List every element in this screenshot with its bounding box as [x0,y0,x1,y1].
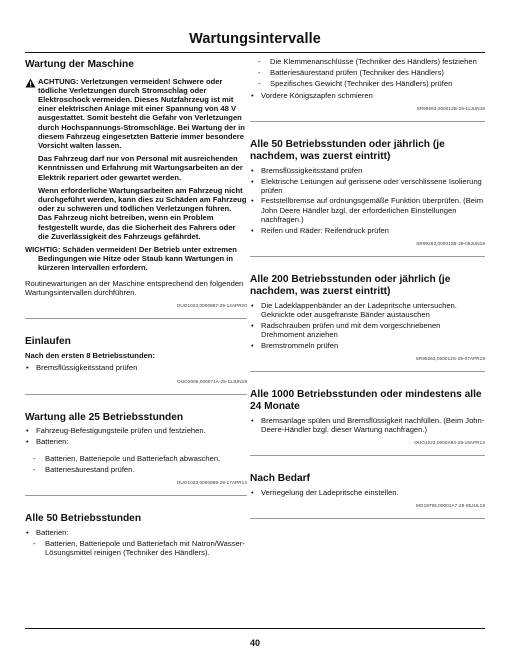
h50y-list [250,166,485,235]
divider [250,371,485,372]
left-column [25,56,247,559]
sub-list-item: - Die Klemmenanschlüsse (Techniker des Händlers) festziehen [250,57,485,66]
ref-code: MG19795,00001A7-29-05JUL19 [415,502,485,508]
ref-code: SR99263,000012S-29-07APR19 [415,355,485,361]
list-item: • Bremsflüssigkeitsstand prüfen [250,166,485,175]
title-rule [25,52,485,53]
divider [250,121,485,122]
h1000-list [250,416,485,434]
ref-code: OUO1023,0000987-29-14APR20 [176,302,247,308]
list-item: • Feststellbremse auf ordnungsgemäße Funktion überprüfen. (Beim John Deere Händler bzgl. der erforderlichen Einstellungen nachfragen.) [250,196,485,224]
breakin-list [25,363,247,372]
h50-list [25,528,247,537]
warning-text-2: Das Fahrzeug darf nur von Personal mit ausreichenden Kenntnissen und Erfahrung mit Wartungsarbeiten an der Elektrik repariert oder gewartet werden. [38,154,243,182]
divider [250,256,485,257]
h25-sublist [25,454,247,474]
divider [25,394,247,395]
list-item: • Bremstrommeln prüfen [250,341,485,350]
sub-list-item: - Batterien, Batteriepole und Batteriefach mit Natron/Wasser-Lösungsmittel reinigen (Techniker des Händlers). [25,539,247,557]
h1000-heading: Alle 1000 Betriebsstunden oder mindestens alle 24 Monate [250,388,482,413]
warning-text-1: ACHTUNG: Verletzungen vermeiden! Schwere oder tödliche Verletzungen durch Stromschlag oder Elektroschock vermeiden. Dieses Nutzfahrzeug ist mit einer elektrischen Anlage mit einer Spannung von 48 V ausgestattet. Somit besteht die Gefahr von Verletzungen durch Hochspannungs-Stromschläge. Bei Wartung der in diesem Fahrzeug eingesetzten Batterie immer besondere Vorsicht walten lassen. [38,76,245,150]
asneeded-list [250,488,485,497]
list-item: • Die Ladeklappenbänder an der Ladepritsche untersuchen. Geknickte oder ausgefranste Bänder austauschen [250,301,485,319]
h50y-heading: Alle 50 Betriebsstunden oder jährlich (je nachdem, was zuerst eintritt) [250,138,445,163]
caution-text: WICHTIG: Schäden vermeiden! Der Betrieb unter extremen Bedingungen wie Hitze oder Staub kann Wartungen in kürzeren Intervallen erfordern. [25,244,237,273]
h25-list [25,426,247,446]
list-item: • Vordere Königszapfen schmieren [250,91,485,100]
battery-sublist [250,57,485,89]
routine-text: Routinewartungen an der Maschine entsprechend den folgenden Wartungsintervallen durchführen. [25,278,244,297]
warning-triangle-icon [25,78,36,88]
ref-code: SR99263,000012B-29-11JUN19 [416,105,485,111]
sub-list-item: - Spezifisches Gewicht (Techniker des Händlers) prüfen [250,79,485,88]
ref-code: OUO1023,0000A94-29-19APR13 [414,440,485,446]
list-item: • Radschrauben prüfen und mit dem vorgeschriebenen Drehmoment anziehen [250,321,485,339]
footer-rule [25,628,485,629]
ref-code: OUO2006,000071A-29-11JUN19 [177,378,247,384]
list-item: • Bremsanlage spülen und Bremsflüssigkeit nachfüllen. (Beim John-Deere-Händler bzgl. dieser Wartung nachfragen.) [250,416,485,434]
ref-code: SR99263,000012B-29-06JUN19 [416,240,485,246]
warning-text-3: Wenn erforderliche Wartungsarbeiten am Fahrzeug nicht durchgeführt werden, kann dies zu Schäden am Fahrzeug oder zu schweren und tödlichen Verletzungen führen. Das Fahrzeug nicht betreiben, wenn ein Problem festgestellt wurde, das die Sicherheit des Fahrers oder die Zuverlässigkeit des Fahrzeugs gefährdet. [38,185,247,241]
sub-list-item: - Batterien, Batteriepole und Batteriefach abwaschen. [25,454,247,463]
list-item: • Batterien: [25,528,247,537]
divider [25,495,247,496]
breakin-heading: Einlaufen [25,335,71,347]
page-title: Wartungsintervalle [189,31,321,47]
sub-list-item: - Batteriesäurestand prüfen. [25,465,247,474]
h200-list [250,301,485,350]
divider [25,318,247,319]
cont-list [250,91,485,100]
list-item: • Reifen und Räder: Reifendruck prüfen [250,226,485,235]
warning-block [25,77,247,241]
list-item: • Fahrzeug-Befestigungsteile prüfen und festziehen. [25,426,247,435]
divider [250,455,485,456]
sub-list-item: - Batteriesäurestand prüfen (Techniker des Händlers) [250,68,485,77]
h50-heading: Alle 50 Betriebsstunden [25,513,142,525]
list-item: • Batterien: [25,437,247,446]
page-number: 40 [249,638,260,648]
h50-sublist [25,539,247,557]
h200-heading: Alle 200 Betriebsstunden oder jährlich (je nachdem, was zuerst eintritt) [250,273,451,298]
breakin-subheading: Nach den ersten 8 Betriebsstunden: [25,351,155,361]
h25-heading: Wartung alle 25 Betriebsstunden [25,411,184,423]
right-column [250,57,485,519]
asneeded-heading: Nach Bedarf [250,473,311,485]
divider [250,518,485,519]
maint-heading: Wartung der Maschine [25,59,134,70]
list-item: • Bremsflüssigkeitsstand prüfen [25,363,247,372]
list-item: • Elektrische Leitungen auf gerissene oder verschlissene Isolierung prüfen [250,177,485,195]
ref-code: OUO1023,0000969-29-17APR13 [176,480,247,486]
list-item: • Verriegelung der Ladepritsche einstellen. [250,488,485,497]
